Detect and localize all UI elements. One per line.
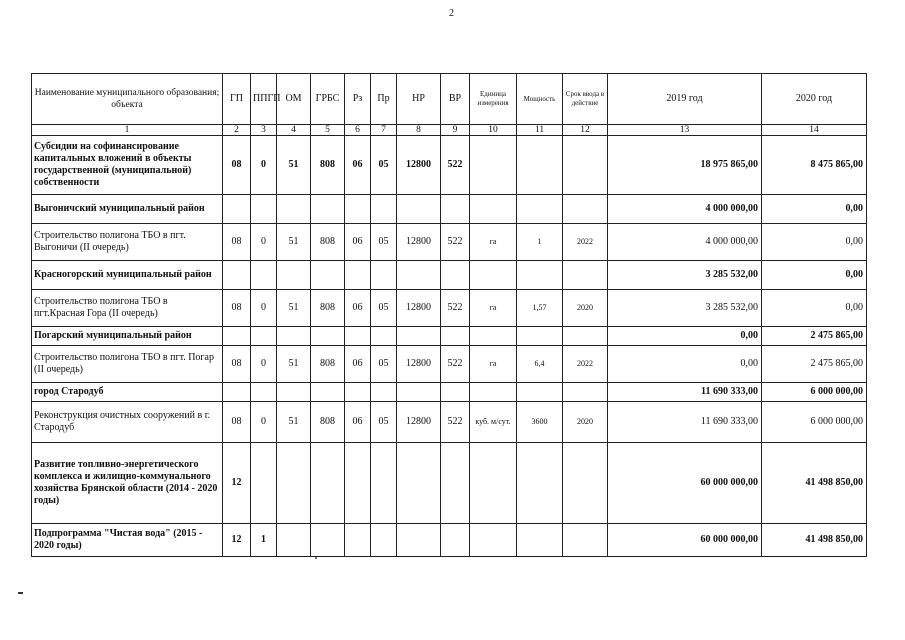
table-cell bbox=[517, 261, 563, 290]
table-cell: 06 bbox=[345, 224, 371, 261]
index-cell: 12 bbox=[563, 125, 608, 136]
table-cell: 808 bbox=[311, 402, 345, 443]
table-cell: 05 bbox=[371, 136, 397, 195]
table-row bbox=[32, 261, 867, 290]
table-cell bbox=[517, 195, 563, 224]
table-cell: 6,4 bbox=[517, 346, 563, 383]
table-cell: 0 bbox=[251, 346, 277, 383]
table-cell: 2020 bbox=[563, 402, 608, 443]
header-cell-rz: Рз bbox=[345, 74, 371, 125]
table-cell: 522 bbox=[441, 346, 470, 383]
table-cell bbox=[563, 195, 608, 224]
index-cell: 5 bbox=[311, 125, 345, 136]
table-cell bbox=[345, 261, 371, 290]
row-name-cell: Строительство полигона ТБО в пгт.Красная Гора (II очередь) bbox=[32, 290, 223, 327]
table-cell: 0 bbox=[251, 136, 277, 195]
table-cell bbox=[441, 443, 470, 524]
table-row bbox=[32, 383, 867, 402]
table-cell: 808 bbox=[311, 224, 345, 261]
table-cell bbox=[371, 383, 397, 402]
table-cell bbox=[517, 136, 563, 195]
amount-cell: 0,00 bbox=[762, 261, 867, 290]
table-cell bbox=[311, 524, 345, 557]
table-row bbox=[32, 524, 867, 557]
table-cell: 51 bbox=[277, 290, 311, 327]
index-cell: 14 bbox=[762, 125, 867, 136]
row-name-cell: Строительство полигона ТБО в пгт. Выгоничи (II очередь) bbox=[32, 224, 223, 261]
header-cell-2020: 2020 год bbox=[762, 74, 867, 125]
table-cell: 08 bbox=[223, 346, 251, 383]
table-cell: 05 bbox=[371, 346, 397, 383]
amount-cell: 3 285 532,00 bbox=[608, 290, 762, 327]
table-cell bbox=[311, 443, 345, 524]
table-cell: 522 bbox=[441, 224, 470, 261]
table-cell: 3600 bbox=[517, 402, 563, 443]
table-cell bbox=[277, 443, 311, 524]
table-cell: 06 bbox=[345, 290, 371, 327]
table-cell: 522 bbox=[441, 402, 470, 443]
table-cell bbox=[397, 195, 441, 224]
row-name-cell: Подпрограмма "Чистая вода" (2015 - 2020 годы) bbox=[32, 524, 223, 557]
table-cell bbox=[397, 443, 441, 524]
amount-cell: 6 000 000,00 bbox=[762, 402, 867, 443]
table-cell: 51 bbox=[277, 402, 311, 443]
index-cell: 4 bbox=[277, 125, 311, 136]
table-cell: 1,57 bbox=[517, 290, 563, 327]
amount-cell: 0,00 bbox=[762, 224, 867, 261]
index-cell: 10 bbox=[470, 125, 517, 136]
table-cell: 12800 bbox=[397, 136, 441, 195]
table-cell: 51 bbox=[277, 136, 311, 195]
index-cell: 8 bbox=[397, 125, 441, 136]
header-cell-commissioning: Срок ввода в действие bbox=[563, 74, 608, 125]
amount-cell: 6 000 000,00 bbox=[762, 383, 867, 402]
table-cell bbox=[345, 443, 371, 524]
table-row bbox=[32, 443, 867, 524]
row-name-cell: Развитие топливно-энергетического комплекса и жилищно-коммунального хозяйства Брянской области (2014 - 2020 годы) bbox=[32, 443, 223, 524]
header-row bbox=[32, 74, 867, 125]
header-cell-grbs: ГРБС bbox=[311, 74, 345, 125]
amount-cell: 8 475 865,00 bbox=[762, 136, 867, 195]
amount-cell: 2 475 865,00 bbox=[762, 346, 867, 383]
table-cell bbox=[311, 195, 345, 224]
table-cell bbox=[345, 383, 371, 402]
amount-cell: 11 690 333,00 bbox=[608, 402, 762, 443]
table-cell: 08 bbox=[223, 224, 251, 261]
table-cell: 06 bbox=[345, 402, 371, 443]
table-cell bbox=[441, 383, 470, 402]
table-cell: 808 bbox=[311, 290, 345, 327]
table-row bbox=[32, 327, 867, 346]
row-name-cell: Красногорский муниципальный район bbox=[32, 261, 223, 290]
table-cell bbox=[345, 524, 371, 557]
header-cell-gp: ГП bbox=[223, 74, 251, 125]
table-cell bbox=[277, 524, 311, 557]
table-row bbox=[32, 290, 867, 327]
table-cell bbox=[563, 136, 608, 195]
table-cell: 08 bbox=[223, 136, 251, 195]
column-index-row bbox=[32, 125, 867, 136]
table-cell: 0 bbox=[251, 224, 277, 261]
table-cell bbox=[345, 195, 371, 224]
index-cell: 13 bbox=[608, 125, 762, 136]
amount-cell: 0,00 bbox=[762, 195, 867, 224]
amount-cell: 3 285 532,00 bbox=[608, 261, 762, 290]
header-cell-name: Наименование муниципального образования; объекта bbox=[32, 74, 223, 125]
header-cell-capacity: Мощность bbox=[517, 74, 563, 125]
header-cell-nr: НР bbox=[397, 74, 441, 125]
table-cell bbox=[251, 443, 277, 524]
table-cell bbox=[311, 327, 345, 346]
table-cell bbox=[371, 524, 397, 557]
table-cell bbox=[441, 524, 470, 557]
row-name-cell: Выгоничский муниципальный район bbox=[32, 195, 223, 224]
amount-cell: 60 000 000,00 bbox=[608, 443, 762, 524]
table-cell: 1 bbox=[251, 524, 277, 557]
table-cell bbox=[563, 327, 608, 346]
index-cell: 11 bbox=[517, 125, 563, 136]
amount-cell: 18 975 865,00 bbox=[608, 136, 762, 195]
index-cell: 6 bbox=[345, 125, 371, 136]
table-cell bbox=[470, 195, 517, 224]
table-cell bbox=[277, 327, 311, 346]
scan-speck bbox=[315, 557, 317, 559]
header-cell-vr: ВР bbox=[441, 74, 470, 125]
table-cell bbox=[223, 195, 251, 224]
page-number: 2 bbox=[449, 8, 454, 19]
amount-cell: 0,00 bbox=[608, 327, 762, 346]
row-name-cell: город Стародуб bbox=[32, 383, 223, 402]
amount-cell: 0,00 bbox=[762, 290, 867, 327]
table-cell: 12 bbox=[223, 443, 251, 524]
table-cell bbox=[517, 524, 563, 557]
table-cell bbox=[517, 327, 563, 346]
header-cell-om: ОМ bbox=[277, 74, 311, 125]
table-cell: 12800 bbox=[397, 402, 441, 443]
table-cell bbox=[441, 327, 470, 346]
table-cell bbox=[517, 383, 563, 402]
table-cell bbox=[517, 443, 563, 524]
table-cell bbox=[470, 261, 517, 290]
table-cell: 12800 bbox=[397, 290, 441, 327]
table-cell bbox=[251, 195, 277, 224]
budget-table bbox=[31, 73, 867, 557]
table-cell: 08 bbox=[223, 290, 251, 327]
amount-cell: 4 000 000,00 bbox=[608, 195, 762, 224]
amount-cell: 11 690 333,00 bbox=[608, 383, 762, 402]
table-row bbox=[32, 195, 867, 224]
amount-cell: 41 498 850,00 bbox=[762, 443, 867, 524]
table-cell bbox=[371, 195, 397, 224]
table-cell bbox=[470, 327, 517, 346]
table-cell bbox=[311, 383, 345, 402]
table-cell: 06 bbox=[345, 346, 371, 383]
amount-cell: 4 000 000,00 bbox=[608, 224, 762, 261]
table-cell: 522 bbox=[441, 136, 470, 195]
table-cell: 0 bbox=[251, 402, 277, 443]
table-cell bbox=[223, 383, 251, 402]
table-cell: га bbox=[470, 224, 517, 261]
table-cell bbox=[470, 136, 517, 195]
table-cell bbox=[563, 443, 608, 524]
table-cell: 522 bbox=[441, 290, 470, 327]
table-cell bbox=[397, 524, 441, 557]
table-cell bbox=[563, 524, 608, 557]
table-row bbox=[32, 224, 867, 261]
table-cell bbox=[441, 261, 470, 290]
table-cell bbox=[223, 327, 251, 346]
table-cell: га bbox=[470, 290, 517, 327]
row-name-cell: Субсидии на софинансирование капитальных вложений в объекты государственной (муниципальной) собственности bbox=[32, 136, 223, 195]
table-cell: 12 bbox=[223, 524, 251, 557]
table-cell bbox=[470, 443, 517, 524]
table-row bbox=[32, 346, 867, 383]
table-cell: 808 bbox=[311, 346, 345, 383]
table-cell bbox=[223, 261, 251, 290]
table-cell bbox=[311, 261, 345, 290]
amount-cell: 2 475 865,00 bbox=[762, 327, 867, 346]
table-cell: 2022 bbox=[563, 346, 608, 383]
table-cell bbox=[251, 327, 277, 346]
table-cell bbox=[470, 383, 517, 402]
table-cell: 12800 bbox=[397, 346, 441, 383]
table-cell bbox=[371, 261, 397, 290]
table-cell: 808 bbox=[311, 136, 345, 195]
table-cell bbox=[277, 261, 311, 290]
table-cell: 06 bbox=[345, 136, 371, 195]
table-cell bbox=[397, 327, 441, 346]
table-cell: 2020 bbox=[563, 290, 608, 327]
amount-cell: 41 498 850,00 bbox=[762, 524, 867, 557]
header-cell-2019: 2019 год bbox=[608, 74, 762, 125]
amount-cell: 0,00 bbox=[608, 346, 762, 383]
table-cell bbox=[371, 443, 397, 524]
table-cell bbox=[470, 524, 517, 557]
table-cell: 51 bbox=[277, 346, 311, 383]
index-cell: 7 bbox=[371, 125, 397, 136]
table-cell: 05 bbox=[371, 290, 397, 327]
row-name-cell: Строительство полигона ТБО в пгт. Погар (II очередь) bbox=[32, 346, 223, 383]
header-cell-pr: Пр bbox=[371, 74, 397, 125]
table-cell bbox=[251, 261, 277, 290]
table-cell bbox=[277, 195, 311, 224]
table-cell: 2022 bbox=[563, 224, 608, 261]
index-cell: 1 bbox=[32, 125, 223, 136]
header-cell-ppgp: ППГП bbox=[251, 74, 277, 125]
table-cell: 51 bbox=[277, 224, 311, 261]
table-cell bbox=[277, 383, 311, 402]
table-row bbox=[32, 402, 867, 443]
table-cell: 0 bbox=[251, 290, 277, 327]
table-cell: 05 bbox=[371, 224, 397, 261]
table-cell bbox=[251, 383, 277, 402]
index-cell: 9 bbox=[441, 125, 470, 136]
index-cell: 2 bbox=[223, 125, 251, 136]
table-row bbox=[32, 136, 867, 195]
table-cell bbox=[397, 383, 441, 402]
table-cell bbox=[563, 383, 608, 402]
table-cell: 1 bbox=[517, 224, 563, 261]
row-name-cell: Погарский муниципальный район bbox=[32, 327, 223, 346]
row-name-cell: Реконструкция очистных сооружений в г. Стародуб bbox=[32, 402, 223, 443]
table-cell bbox=[563, 261, 608, 290]
table-cell bbox=[345, 327, 371, 346]
table-cell: 05 bbox=[371, 402, 397, 443]
table-cell: 08 bbox=[223, 402, 251, 443]
header-cell-unit: Единица измерения bbox=[470, 74, 517, 125]
table-cell: куб. м/сут. bbox=[470, 402, 517, 443]
table-cell: га bbox=[470, 346, 517, 383]
table-cell bbox=[371, 327, 397, 346]
table-cell bbox=[397, 261, 441, 290]
table-cell: 12800 bbox=[397, 224, 441, 261]
table-cell bbox=[441, 195, 470, 224]
margin-mark bbox=[18, 592, 23, 594]
index-cell: 3 bbox=[251, 125, 277, 136]
amount-cell: 60 000 000,00 bbox=[608, 524, 762, 557]
